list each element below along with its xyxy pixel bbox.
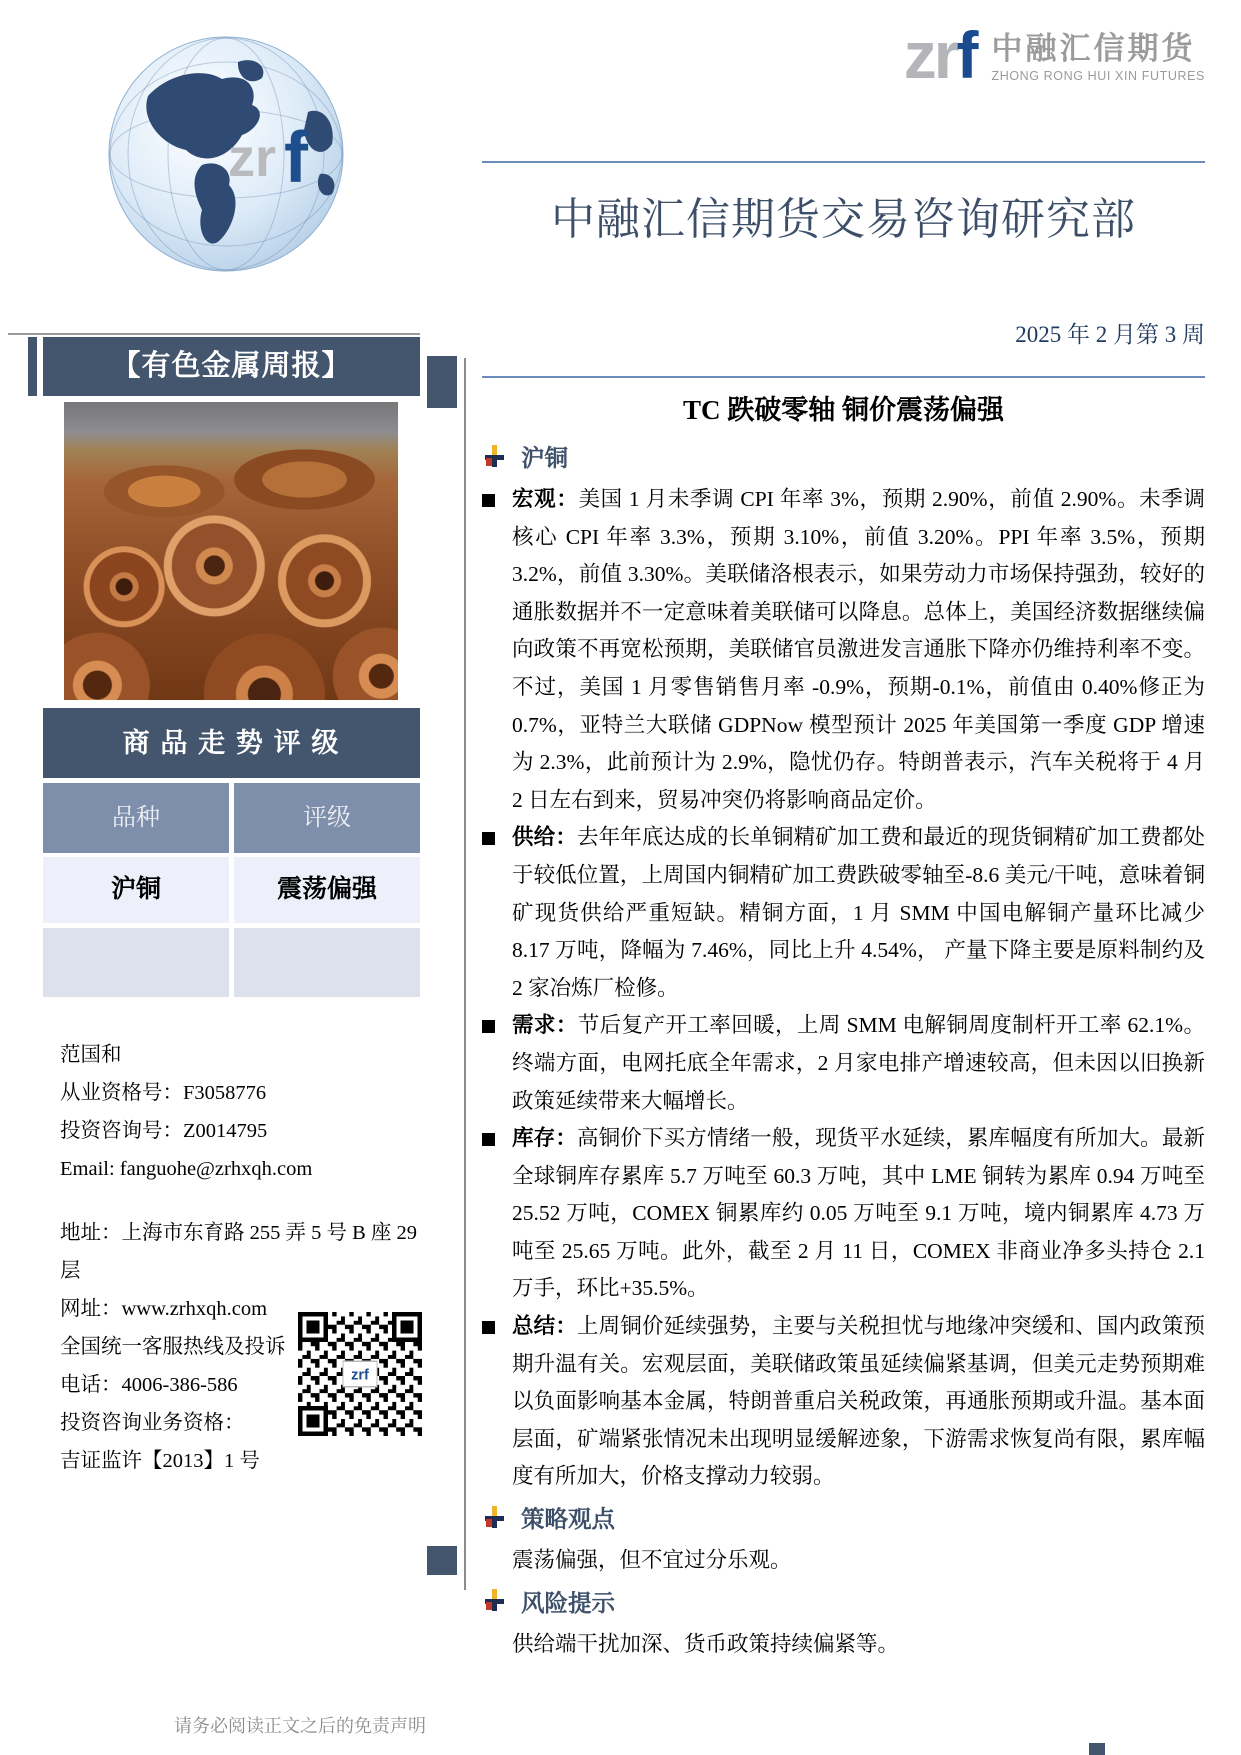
bullet-label: 总结： <box>512 1314 577 1339</box>
zrf-zr: zr <box>903 18 957 92</box>
rating-rating-value: 震荡偏强 <box>234 857 420 923</box>
company-logo <box>903 18 1205 92</box>
empty-cell <box>43 928 229 997</box>
rating-table-title: 商 品 走 势 评 级 <box>43 708 420 778</box>
section-marker-icon <box>484 445 505 468</box>
section-marker-icon <box>484 1589 505 1612</box>
bullet-demand <box>482 1007 1205 1120</box>
hotline-label: 全国统一客服热线及投诉 <box>60 1336 286 1358</box>
square-bullet-icon <box>482 1020 495 1033</box>
square-bullet-icon <box>482 832 495 845</box>
section-heading-label: 风险提示 <box>521 1590 615 1617</box>
analyst-name: 范国和 <box>60 1044 122 1066</box>
bullet-text: 总结：上周铜价延续强势，主要与关税担忧与地缘冲突缓和、国内政策预期升温有关。宏观层面，美联储政策虽延续偏紧基调，但美元走势预期难以负面影响基本金属，特朗普重启关税政策，再通胀预期或升温。基本面层面，矿端紧张情况未出现明显缓解迹象，下游需求恢复尚有限，累库幅度有所加大，价格支撑动力较弱。 <box>512 1314 1205 1489</box>
bullet-text: 库存：高铜价下买方情绪一般，现货平水延续，累库幅度有所加大。最新全球铜库存累库 5.7 万吨至 60.3 万吨，其中 LME 铜转为累库 0.94 万吨至 25.52 万吨，COMEX 铜累库约 0.05 万吨至 9.1 万吨，境内铜累库 4.73 万吨至 25.65 万吨。此外，截至 2 月 11 日，COMEX 非商业净多头持仓 2.1 万手，环比+35.5%。 <box>512 1126 1205 1301</box>
header-rule-bottom <box>482 376 1205 378</box>
square-bullet-icon <box>482 1321 495 1334</box>
analyst-advisory-no: 投资咨询号：Z0014795 <box>60 1120 268 1142</box>
company-name-cn: 中融汇信期货 <box>991 31 1196 66</box>
analyst-qualification-no: 从业资格号：F3058776 <box>60 1082 267 1104</box>
divider-bottom-square <box>427 1546 457 1575</box>
rating-col-variety: 品种 <box>43 783 229 853</box>
bullet-macro <box>482 481 1205 819</box>
weekly-report-banner: 【有色金属周报】 <box>43 337 420 396</box>
address-line1: 地址：上海市东育路 255 弄 5 号 B 座 29 <box>60 1222 418 1244</box>
qr-code-icon <box>298 1312 422 1436</box>
svg-text:f: f <box>284 118 308 198</box>
analyst-email: Email: fanguohe@zrhxqh.com <box>60 1158 313 1180</box>
website: 网址：www.zrhxqh.com <box>60 1298 268 1320</box>
divider-top-square <box>427 356 457 408</box>
rating-table-empty-row <box>43 928 420 997</box>
bullet-summary <box>482 1308 1205 1496</box>
rating-table-header-row <box>43 783 420 853</box>
globe-icon <box>106 34 346 274</box>
section-heading-label: 沪铜 <box>521 446 568 472</box>
company-names <box>991 26 1205 83</box>
rating-table-row <box>43 857 420 923</box>
section-marker-icon <box>484 1506 505 1529</box>
report-title: TC 跌破零轴 铜价震荡偏强 <box>682 395 1004 425</box>
issue-date: 2025 年 2 月第 3 周 <box>1015 322 1205 347</box>
address-line2: 层 <box>60 1260 81 1282</box>
section-heading-label: 策略观点 <box>521 1507 615 1534</box>
contact-row <box>60 1290 422 1480</box>
phone: 电话：4006-386-586 <box>60 1374 238 1396</box>
license-label: 投资咨询业务资格： <box>60 1412 245 1434</box>
copper-coils-photo <box>64 402 398 700</box>
empty-cell <box>234 928 420 997</box>
sidebar-accent-bar <box>28 337 37 396</box>
svg-text:zrf: zrf <box>351 1367 369 1384</box>
disclaimer-note: 请务必阅读正文之后的免责声明 <box>174 1716 426 1736</box>
zrf-f: f <box>956 18 976 92</box>
bullet-label: 库存： <box>512 1126 577 1151</box>
report-body <box>482 388 1205 1667</box>
bullet-text: 宏观：美国 1 月未季调 CPI 年率 3%，预期 2.90%，前值 2.90%。未季调核心 CPI 年率 3.3%，预期 3.10%，前值 3.20%。PPI 年率 3.5%，预期 3.2%，前值 3.30%。美联储洛根表示，如果劳动力市场保持强劲，较好的通胀数据并不一定意味着美联储可以降息。总体上，美国经济数据继续偏向政策不再宽松预期，美联储官员激进发言通胀下降亦仍维持利率不变。不过，美国 1 月零售销售月率 -0.9%，预期-0.1%，前值由 0.40%修正为 0.7%，亚特兰大联储 GDPNow 模型预计 2025 年美国第一季度 GDP 增速为 2.3%，此前预计为 2.9%，隐忧仍存。特朗普表示，汽车关税将于 4 月 2 日左右到来，贸易冲突仍将影响商品定价。 <box>512 487 1205 812</box>
analyst-info <box>60 1036 420 1188</box>
section-heading-risk <box>484 1584 1205 1618</box>
globe-logo <box>106 34 346 274</box>
square-bullet-icon <box>482 1133 495 1146</box>
column-divider-line <box>464 358 466 1590</box>
rating-variety-value: 沪铜 <box>43 857 229 923</box>
page-corner-mark <box>1089 1743 1105 1755</box>
sidebar-top-line <box>8 333 420 335</box>
bullet-inventory <box>482 1120 1205 1308</box>
square-bullet-icon <box>482 494 495 507</box>
bullet-text: 供给：去年年底达成的长单铜精矿加工费和最近的现货铜精矿加工费都处于较低位置，上周国内铜精矿加工费跌破零轴至-8.6 美元/干吨，意味着铜矿现货供给严重短缺。精铜方面，1 月 SMM 中国电解铜产量环比减少 8.17 万吨，降幅为 7.46%，同比上升 4.54%， 产量下降主要是原料制约及 2 家冶炼厂检修。 <box>512 825 1205 1000</box>
bullet-label: 供给： <box>512 825 577 850</box>
strategy-text: 震荡偏强，但不宜过分乐观。 <box>512 1548 792 1573</box>
rating-col-rating: 评级 <box>234 783 420 853</box>
zrf-wordmark <box>903 18 976 92</box>
department-title: 中融汇信期货交易咨询研究部 <box>551 195 1136 244</box>
qr-code <box>298 1312 422 1436</box>
license-no: 吉证监许【2013】1 号 <box>60 1450 260 1472</box>
bullet-label: 需求： <box>512 1013 578 1038</box>
company-name-en: ZHONG RONG HUI XIN FUTURES <box>991 69 1205 83</box>
risk-text: 供给端干扰加深、货币政策持续偏紧等。 <box>512 1631 900 1656</box>
svg-text:zr: zr <box>228 128 277 188</box>
section-heading-strategy <box>484 1500 1205 1534</box>
header-rule-top <box>482 161 1205 163</box>
contact-lines <box>60 1290 298 1480</box>
bullet-label: 宏观： <box>512 487 579 511</box>
section-heading-copper <box>484 439 1205 473</box>
bullet-supply <box>482 819 1205 1007</box>
bullet-text: 需求：节后复产开工率回暖，上周 SMM 电解铜周度制杆开工率 62.1%。终端方面，电网托底全年需求，2 月家电排产增速较高，但未因以旧换新政策延续带来大幅增长。 <box>512 1013 1205 1113</box>
company-contact <box>60 1214 422 1480</box>
